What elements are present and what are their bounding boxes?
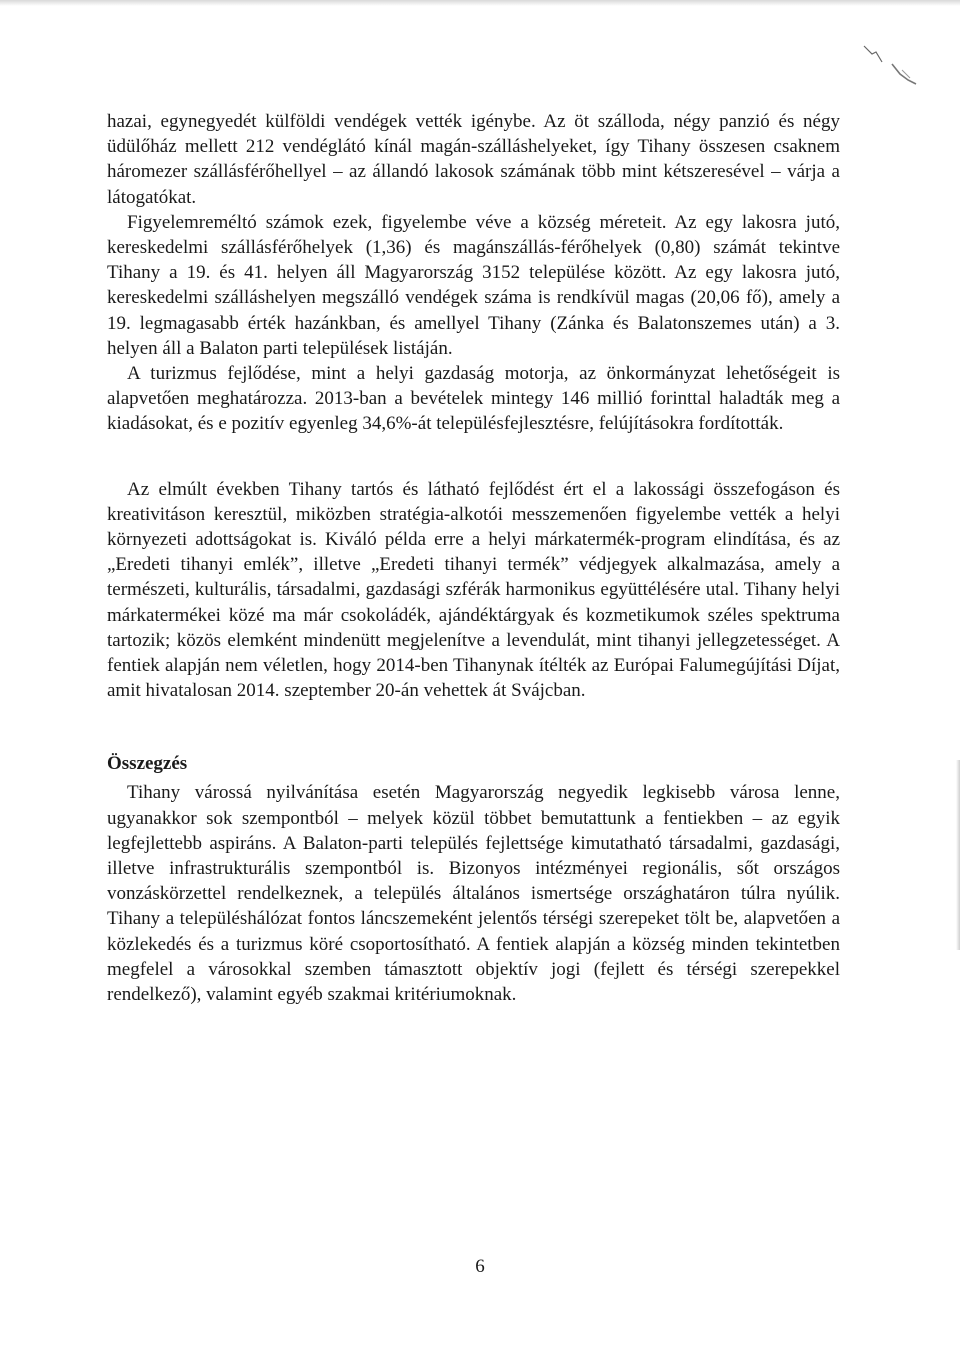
section-spacer [107,703,840,751]
paragraph-summary: Tihany várossá nyilvánítása esetén Magyarország negyedik legkisebb városa lenne, ugyanakkor sok szempontból – melyek közül többet bemutattunk a fentiekben – az egyik legfejlettebb aspiráns. A Balaton-parti település fejlettsége kimutatható társadalmi, gazdasági, illetve infrastrukturális szempontból is. Bizonyos intézményei regionális, sőt országos vonzáskörzettel rendelkeznek, a település általános ismertsége országhatáron túlra nyúlik. Tihany a településhálózat fontos láncszemeként jelentős térségi szerepeket tölt be, alapvetően a közlekedés és a turizmus köré csoportosítható. A fentiek alapján a község minden tekintetben megfelel a városokkal szemben támasztott objektív jogi (fejlett és térségi szerepekkel rendelkező), valamint egyéb szakmai kritériumoknak. [107,782,840,1006]
paragraph-brand-program: Az elmúlt években Tihany tartós és látható fejlődést ért el a lakossági összefogáson és kreativitáson keresztül, miközben stratégia-alkotói messzemenően figyelembe vették a helyi környezeti adottságokat is. Kiváló példa erre a helyi márkatermék-program elindítása, és az „Eredeti tihanyi emlék”, illetve „Eredeti tihanyi termék” védjegyek alkalmazása, amely a természeti, kulturális, társadalmi, gazdasági szférák harmonikus együttélésére utal. Tihany helyi márkatermékei közé ma már csokoládék, ajándéktárgyak és kozmetikumok széles spektruma tartozik; közös elemként mindenütt megjelenítve a levendulát, mint tihanyi jellegzetességet. A fentiek alapján nem véletlen, hogy 2014-ben Tihanynak ítélték az Európai Falumegújítási Díjat, amit hivatalosan 2014. szeptember 20-án vehettek át Svájcban. [107,478,840,702]
paragraph-statistics: Figyelemreméltó számok ezek, figyelembe véve a község méreteit. Az egy lakosra jutó, kereskedelmi szállásférőhelyek (1,36) és magánszállás-férőhelyek (0,80) számát tekintve Tihany a 19. és 41. helyen áll Magyarország 3152 települése között. Az egy lakosra jutó, kereskedelmi szálláshelyen megszálló vendégek száma is rendkívül magas (20,06 fő), amely a 19. legmagasabb érték hazánkban, és amellyel Tihany (Zánka és Balatonszemes után) a 3. helyen áll a Balaton parti települések listáján. [107,211,840,359]
paragraph-accommodation: hazai, egynegyedét külföldi vendégek vették igénybe. Az öt szálloda, négy panzió és négy üdülőház mellett 212 vendéglátó kínál magán-szálláshelyeket, így Tihany összesen csaknem háromezer szállásférőhellyel – az állandó lakosok számának több mint kétszeresével – várja a látogatókat. [107,111,840,208]
page-number: 6 [475,1256,485,1277]
scan-edge-shadow-right [956,760,960,950]
document-body [107,109,840,1007]
paragraph-spacer [107,437,840,477]
scan-corner-mark [858,40,928,90]
scan-edge-shadow [0,0,960,6]
paragraph-tourism-economy: A turizmus fejlődése, mint a helyi gazdaság motorja, az önkormányzat lehetőségeit is alapvetően meghatározza. 2013-ban a bevételek mintegy 146 millió forinttal haladták meg a kiadásokat, és e pozitív egyenleg 34,6%-át településfejlesztésre, felújításokra fordították. [107,363,840,435]
section-heading-summary: Összegzés [107,753,188,775]
